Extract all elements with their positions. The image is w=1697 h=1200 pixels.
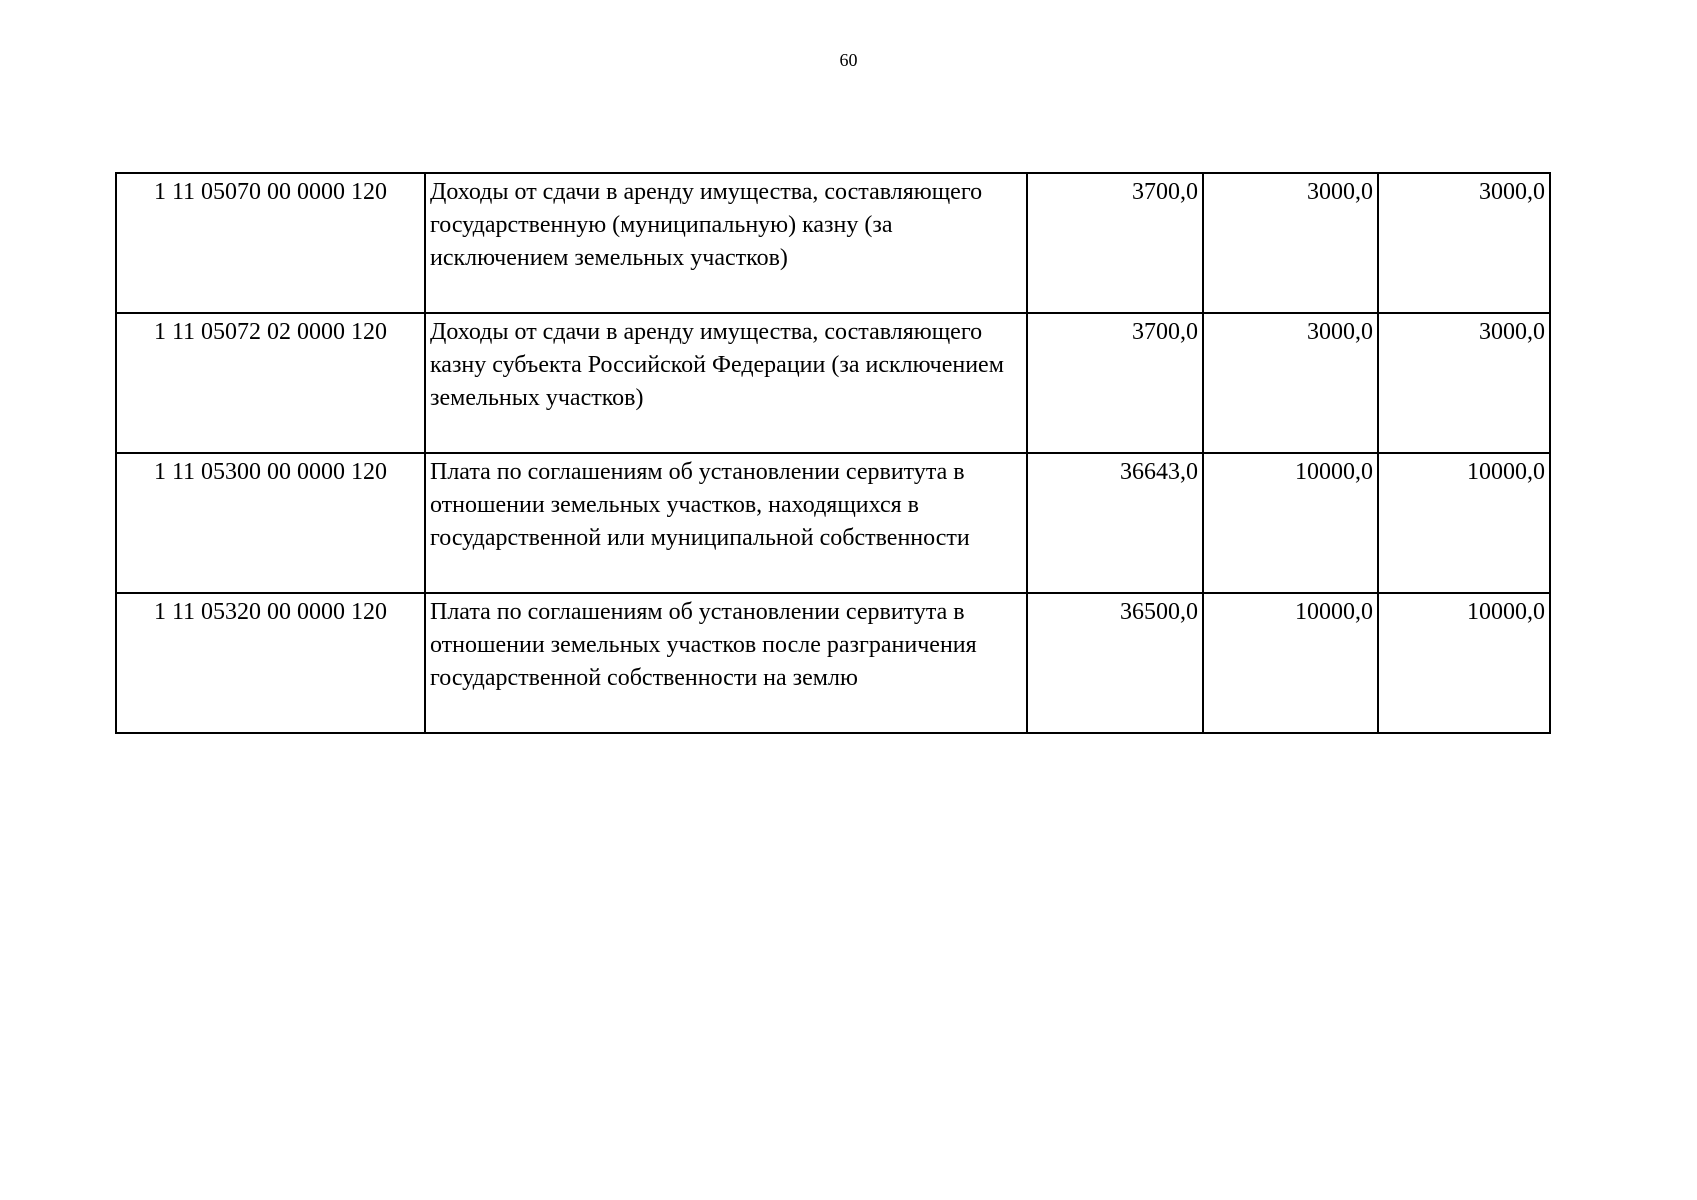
- budget-code-cell: 1 11 05320 00 0000 120: [116, 593, 425, 733]
- table-row: [116, 453, 1550, 593]
- budget-code-cell: 1 11 05300 00 0000 120: [116, 453, 425, 593]
- table-row: [116, 593, 1550, 733]
- revenue-name-cell: Доходы от сдачи в аренду имущества, составляющего казну субъекта Российской Федерации (за исключением земельных участков): [425, 313, 1027, 453]
- value-cell-3: 3000,0: [1378, 173, 1550, 313]
- revenue-name-cell: Доходы от сдачи в аренду имущества, составляющего государственную (муниципальную) казну (за исключением земельных участков): [425, 173, 1027, 313]
- revenue-name-cell: Плата по соглашениям об установлении сервитута в отношении земельных участков после разграничения государственной собственности на землю: [425, 593, 1027, 733]
- revenue-name-cell: Плата по соглашениям об установлении сервитута в отношении земельных участков, находящихся в государственной или муниципальной собственности: [425, 453, 1027, 593]
- revenue-table: [115, 172, 1551, 734]
- table-row: [116, 173, 1550, 313]
- table-row: [116, 313, 1550, 453]
- value-cell-3: 3000,0: [1378, 313, 1550, 453]
- value-cell-1: 36643,0: [1027, 453, 1203, 593]
- value-cell-2: 10000,0: [1203, 453, 1378, 593]
- value-cell-3: 10000,0: [1378, 593, 1550, 733]
- budget-code-cell: 1 11 05072 02 0000 120: [116, 313, 425, 453]
- value-cell-2: 3000,0: [1203, 313, 1378, 453]
- value-cell-1: 3700,0: [1027, 173, 1203, 313]
- page-number: 60: [839, 50, 858, 70]
- value-cell-2: 10000,0: [1203, 593, 1378, 733]
- value-cell-1: 3700,0: [1027, 313, 1203, 453]
- value-cell-2: 3000,0: [1203, 173, 1378, 313]
- value-cell-3: 10000,0: [1378, 453, 1550, 593]
- budget-code-cell: 1 11 05070 00 0000 120: [116, 173, 425, 313]
- value-cell-1: 36500,0: [1027, 593, 1203, 733]
